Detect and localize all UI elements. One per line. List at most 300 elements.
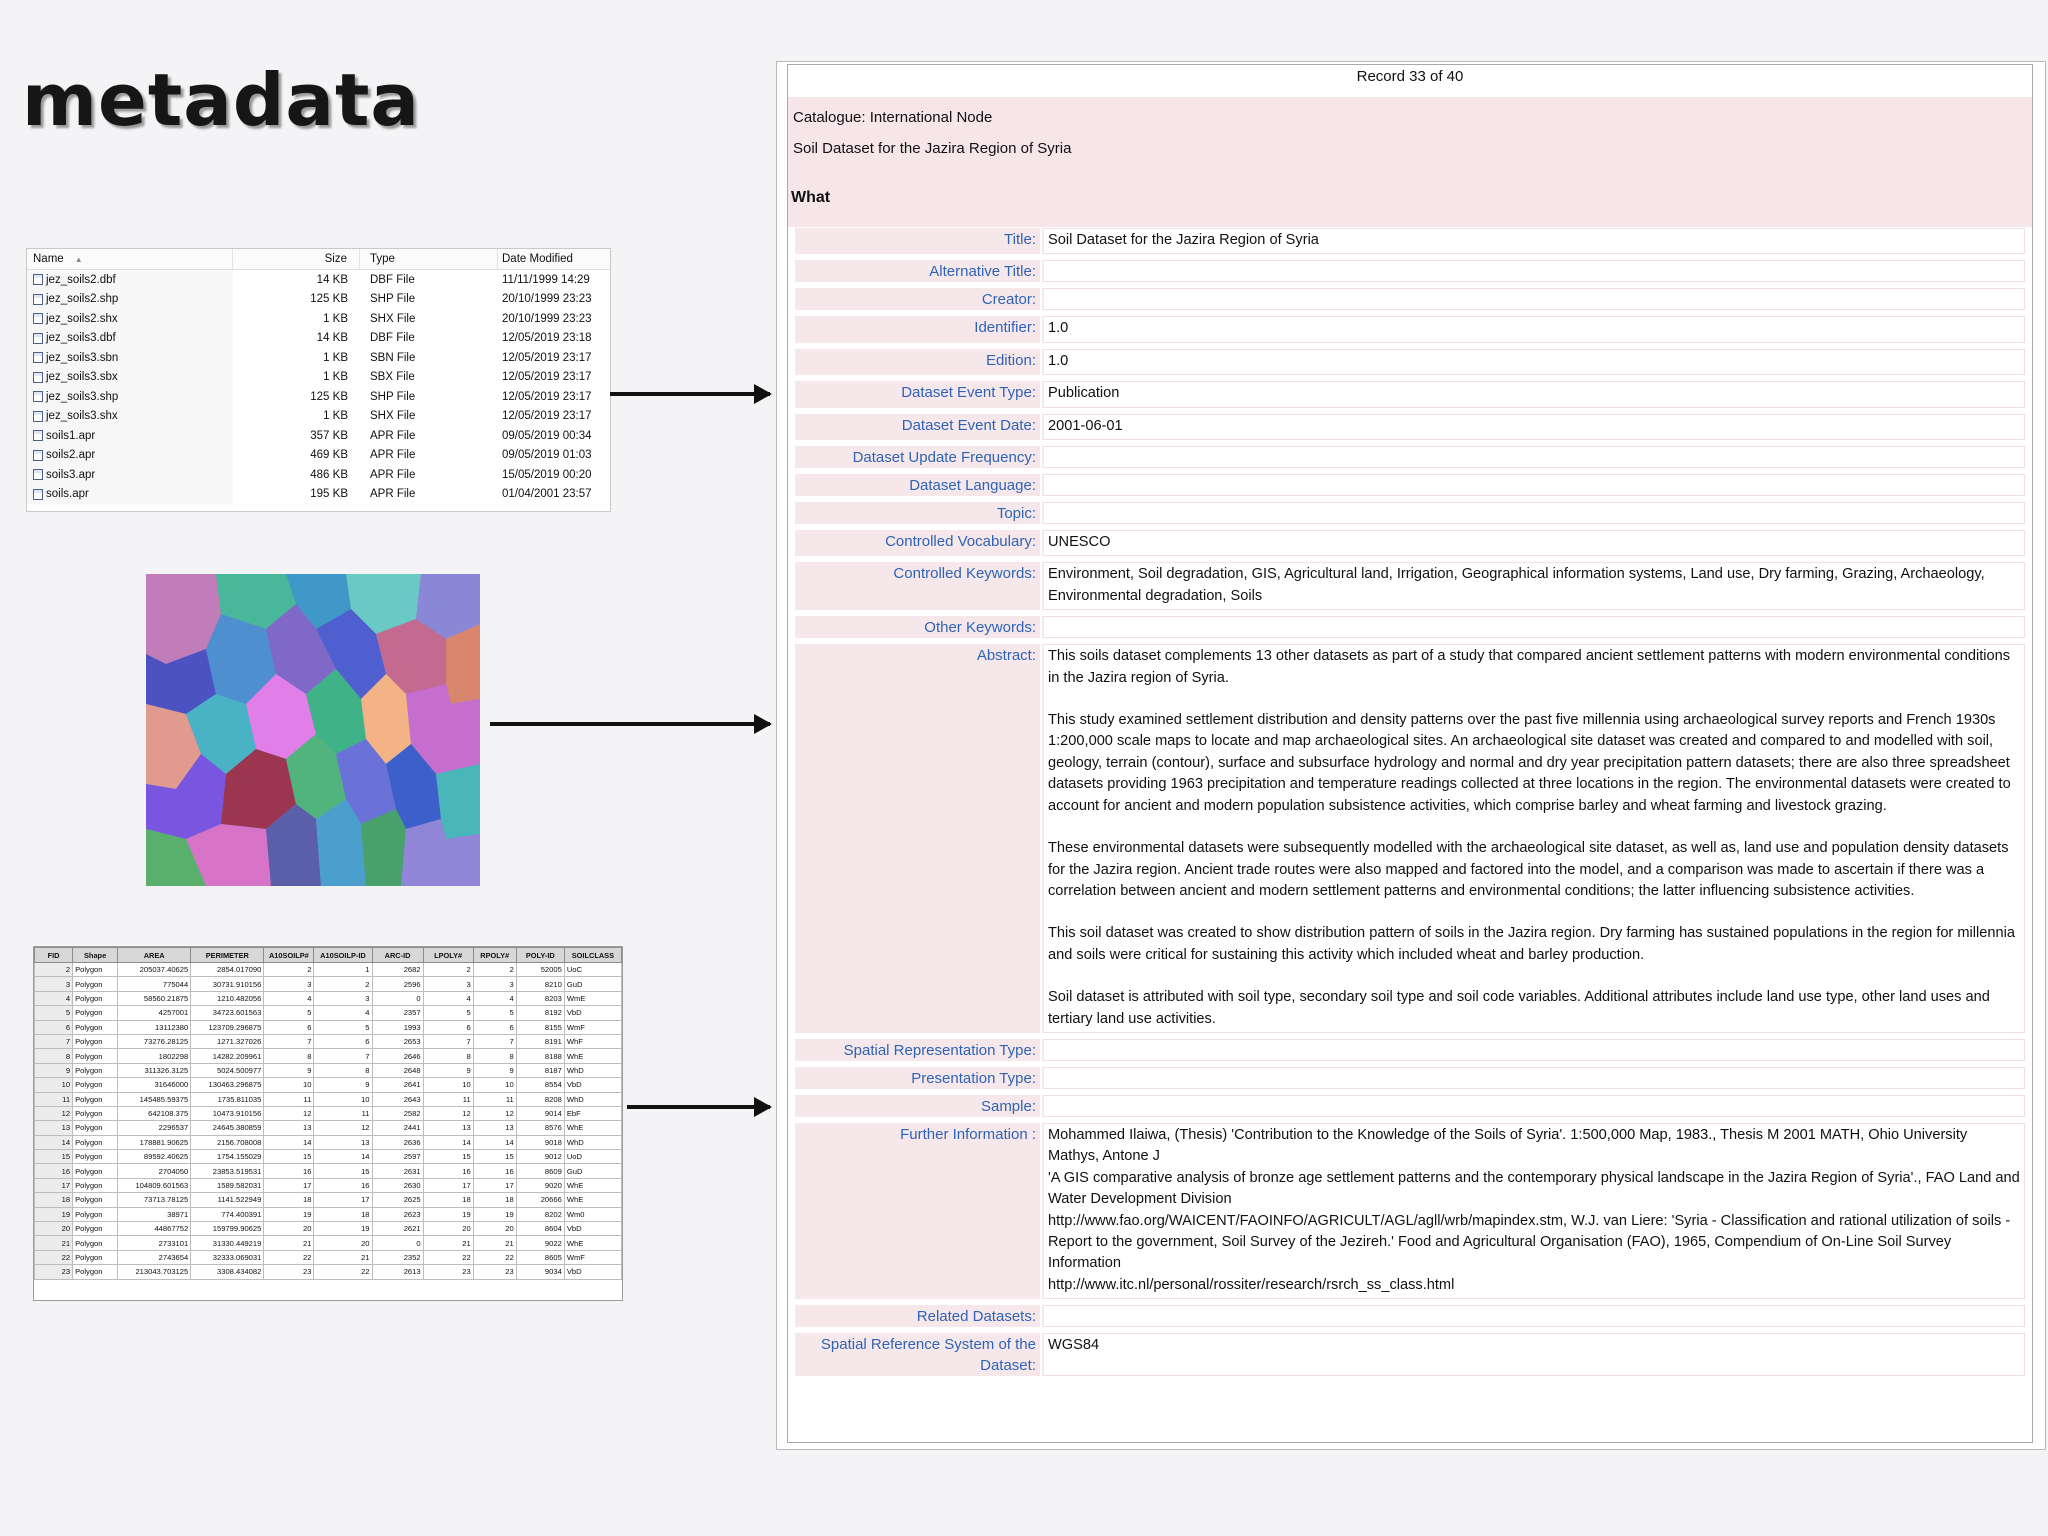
attribute-cell: 12 xyxy=(473,1106,516,1120)
slide-title: metadata xyxy=(22,58,420,142)
attribute-cell: 8 xyxy=(423,1049,473,1063)
field-dataset-event-type: Dataset Event Type: Publication xyxy=(795,381,2025,407)
attribute-cell: 23853.519531 xyxy=(191,1164,264,1178)
attribute-cell: 2733101 xyxy=(118,1236,191,1250)
section-heading-what: What xyxy=(791,189,831,206)
attribute-cell: Polygon xyxy=(73,991,118,1005)
attribute-cell: Polygon xyxy=(73,1121,118,1135)
file-type-cell: SBN File xyxy=(370,351,416,364)
attribute-cell: 52005 xyxy=(516,963,564,977)
attribute-cell: 7 xyxy=(314,1049,372,1063)
field-update-frequency: Dataset Update Frequency: xyxy=(795,446,2025,468)
attribute-cell: Polygon xyxy=(73,1150,118,1164)
attribute-column-header[interactable]: A10SOILP-ID xyxy=(314,948,372,963)
attribute-cell: Polygon xyxy=(73,1092,118,1106)
attribute-cell: 8 xyxy=(35,1049,73,1063)
file-icon xyxy=(33,430,43,441)
attribute-row[interactable] xyxy=(35,1236,622,1250)
attribute-column-header[interactable]: PERIMETER xyxy=(191,948,264,963)
attribute-cell: 2630 xyxy=(372,1178,423,1192)
attribute-cell: 2 xyxy=(423,963,473,977)
file-row[interactable] xyxy=(27,368,610,388)
attribute-column-header[interactable]: Shape xyxy=(73,948,118,963)
attribute-cell: 1754.155029 xyxy=(191,1150,264,1164)
attribute-cell: 2641 xyxy=(372,1078,423,1092)
attribute-cell: 14 xyxy=(35,1135,73,1149)
attribute-column-header[interactable]: SOILCLASS xyxy=(564,948,621,963)
attribute-cell: 11 xyxy=(264,1092,314,1106)
field-controlled-vocabulary: Controlled Vocabulary: UNESCO xyxy=(795,530,2025,556)
column-header-size[interactable]: Size xyxy=(233,249,360,269)
attribute-cell: 73713.78125 xyxy=(118,1193,191,1207)
attribute-cell: 15 xyxy=(314,1164,372,1178)
file-date-cell: 09/05/2019 00:34 xyxy=(502,429,592,442)
attribute-row[interactable] xyxy=(35,991,622,1005)
file-date-cell: 11/11/1999 14:29 xyxy=(502,273,590,286)
attribute-cell: 21 xyxy=(314,1250,372,1264)
catalogue-block xyxy=(788,97,2032,227)
file-icon xyxy=(33,352,43,363)
attribute-cell: Polygon xyxy=(73,963,118,977)
attribute-cell: 38971 xyxy=(118,1207,191,1221)
attribute-column-header[interactable]: A10SOILP# xyxy=(264,948,314,963)
attribute-cell: 10 xyxy=(35,1078,73,1092)
attribute-row[interactable] xyxy=(35,963,622,977)
file-row[interactable] xyxy=(27,465,610,485)
attribute-cell: WhD xyxy=(564,1135,621,1149)
attribute-row[interactable] xyxy=(35,1193,622,1207)
attribute-cell: 2682 xyxy=(372,963,423,977)
attribute-cell: 4 xyxy=(314,1006,372,1020)
attribute-cell: 17 xyxy=(473,1178,516,1192)
attribute-cell: Polygon xyxy=(73,1063,118,1077)
attribute-cell: 1 xyxy=(314,963,372,977)
file-name-cell: jez_soils2.dbf xyxy=(27,270,233,290)
attribute-cell: Polygon xyxy=(73,1106,118,1120)
attribute-cell: 9 xyxy=(314,1078,372,1092)
attribute-cell: 7 xyxy=(35,1034,73,1048)
file-row[interactable] xyxy=(27,407,610,427)
attribute-cell: 6 xyxy=(264,1020,314,1034)
attribute-column-header[interactable]: LPOLY# xyxy=(423,948,473,963)
attribute-cell: 20 xyxy=(423,1222,473,1236)
attribute-cell: 8210 xyxy=(516,977,564,991)
field-title: Title: Soil Dataset for the Jazira Region of Syria xyxy=(795,228,2025,254)
attribute-cell: Polygon xyxy=(73,1250,118,1264)
attribute-cell: 1993 xyxy=(372,1020,423,1034)
sort-ascending-icon: ▲ xyxy=(74,254,83,264)
attribute-cell: 5024.500977 xyxy=(191,1063,264,1077)
attribute-cell: 16 xyxy=(314,1178,372,1192)
file-name-cell: jez_soils3.sbn xyxy=(27,348,233,368)
file-size-cell: 14 KB xyxy=(316,332,348,345)
attribute-cell: 9022 xyxy=(516,1236,564,1250)
field-related-datasets: Related Datasets: xyxy=(795,1305,2025,1327)
attribute-cell: 11 xyxy=(473,1092,516,1106)
attribute-cell: 14282.209961 xyxy=(191,1049,264,1063)
attribute-cell: 3 xyxy=(314,991,372,1005)
file-row[interactable] xyxy=(27,387,610,407)
file-date-cell: 01/04/2001 23:57 xyxy=(502,488,592,501)
file-date-cell: 12/05/2019 23:17 xyxy=(502,371,592,384)
file-size-cell: 1 KB xyxy=(323,410,348,423)
attribute-cell: 4 xyxy=(423,991,473,1005)
file-name-cell: jez_soils2.shx xyxy=(27,309,233,329)
file-size-cell: 1 KB xyxy=(323,371,348,384)
attribute-cell: GuD xyxy=(564,1164,621,1178)
attribute-cell: 19 xyxy=(473,1207,516,1221)
attribute-cell: 3 xyxy=(423,977,473,991)
attribute-cell: WhD xyxy=(564,1092,621,1106)
attribute-cell: 1589.582031 xyxy=(191,1178,264,1192)
attribute-cell: WmF xyxy=(564,1250,621,1264)
attribute-cell: Polygon xyxy=(73,977,118,991)
file-icon xyxy=(33,469,43,480)
arrow-map-to-record xyxy=(490,722,770,726)
attribute-cell: Wm0 xyxy=(564,1207,621,1221)
attribute-cell: 32333.069031 xyxy=(191,1250,264,1264)
file-name-cell: jez_soils3.sbx xyxy=(27,368,233,388)
attribute-cell: Polygon xyxy=(73,1020,118,1034)
attribute-cell: 6 xyxy=(423,1020,473,1034)
file-size-cell: 125 KB xyxy=(310,390,348,403)
attribute-cell: 20 xyxy=(35,1222,73,1236)
field-controlled-keywords: Controlled Keywords: Environment, Soil degradation, GIS, Agricultural land, Irrigation, Geographical information systems, Land use, Dry farming, Grazing, Archaeology, Environmental degradation, Soils xyxy=(795,562,2025,610)
attribute-cell: 642108.375 xyxy=(118,1106,191,1120)
attribute-cell: 20 xyxy=(314,1236,372,1250)
attribute-cell: 14 xyxy=(423,1135,473,1149)
attribute-cell: 2582 xyxy=(372,1106,423,1120)
attribute-cell: 15 xyxy=(473,1150,516,1164)
file-row[interactable] xyxy=(27,329,610,349)
attribute-cell: 4 xyxy=(473,991,516,1005)
attribute-cell: 9014 xyxy=(516,1106,564,1120)
attribute-row[interactable] xyxy=(35,1178,622,1192)
attribute-cell: 2156.708008 xyxy=(191,1135,264,1149)
file-date-cell: 12/05/2019 23:18 xyxy=(502,332,592,345)
attribute-row[interactable] xyxy=(35,1006,622,1020)
file-date-cell: 20/10/1999 23:23 xyxy=(502,293,592,306)
attribute-cell: 8576 xyxy=(516,1121,564,1135)
file-icon xyxy=(33,489,43,500)
attribute-cell: 2596 xyxy=(372,977,423,991)
attribute-cell: 2597 xyxy=(372,1150,423,1164)
attribute-row[interactable] xyxy=(35,1135,622,1149)
attribute-cell: 13 xyxy=(264,1121,314,1135)
attribute-cell: 8609 xyxy=(516,1164,564,1178)
attribute-cell: 12 xyxy=(423,1106,473,1120)
file-icon xyxy=(33,313,43,324)
attribute-cell: 11 xyxy=(314,1106,372,1120)
attribute-cell: 8155 xyxy=(516,1020,564,1034)
attribute-cell: 24645.380859 xyxy=(191,1121,264,1135)
attribute-cell: 16 xyxy=(264,1164,314,1178)
file-name-cell: jez_soils3.shx xyxy=(27,407,233,427)
attribute-row[interactable] xyxy=(35,1078,622,1092)
attribute-cell: 12 xyxy=(314,1121,372,1135)
attribute-cell: 1735.811035 xyxy=(191,1092,264,1106)
attribute-cell: WhE xyxy=(564,1049,621,1063)
field-spatial-reference-system: Spatial Reference System of the Dataset: WGS84 xyxy=(795,1333,2025,1376)
attribute-cell: 30731.910156 xyxy=(191,977,264,991)
file-row[interactable] xyxy=(27,309,610,329)
attribute-cell: 8605 xyxy=(516,1250,564,1264)
attribute-cell: Polygon xyxy=(73,1222,118,1236)
attribute-cell: 1141.522949 xyxy=(191,1193,264,1207)
field-further-information: Further Information : Mohammed Ilaiwa, (Thesis) 'Contribution to the Knowledge of the Soils of Syria'. 1:500,000 Map, 1983., Thesis M 2001 MATH, Ohio University Mathys, Antone J 'A GIS comparative analysis of bronze age settlement patterns and the contemporary physical landscape in the Jazira Region of Syria'., FAO Land and Water Development Division http://www.fao.org/WAICENT/FAOINFO/AGRICULT/AGL/agll/wrb/mapindex.stm, W.J. van Liere: 'Syria - Classification and rational utilization of soils - Report to the government, Soil Survey of the Jezireh.' Food and Agricultural Organisation (FAO), 1965, Compendium of On-Line Soil Survey Information http://www.itc.nl/personal/rossiter/research/rsrch_ss_class.html xyxy=(795,1123,2025,1299)
attribute-cell: 8203 xyxy=(516,991,564,1005)
attribute-row[interactable] xyxy=(35,1034,622,1048)
attribute-table-header xyxy=(35,948,622,963)
attribute-cell: 1271.327026 xyxy=(191,1034,264,1048)
attribute-row[interactable] xyxy=(35,1164,622,1178)
field-identifier: Identifier: 1.0 xyxy=(795,316,2025,342)
file-date-cell: 12/05/2019 23:17 xyxy=(502,390,592,403)
field-other-keywords: Other Keywords: xyxy=(795,616,2025,638)
file-row[interactable] xyxy=(27,348,610,368)
attribute-cell: 2613 xyxy=(372,1265,423,1279)
attribute-cell: 5 xyxy=(473,1006,516,1020)
attribute-cell: WhE xyxy=(564,1121,621,1135)
attribute-row[interactable] xyxy=(35,1106,622,1120)
soil-map-thumbnail xyxy=(146,574,480,886)
attribute-cell: 6 xyxy=(314,1034,372,1048)
attribute-cell: WhF xyxy=(564,1034,621,1048)
attribute-cell: 17 xyxy=(314,1193,372,1207)
attribute-row[interactable] xyxy=(35,977,622,991)
attribute-row[interactable] xyxy=(35,1250,622,1264)
attribute-cell: 8 xyxy=(314,1063,372,1077)
field-sample: Sample: xyxy=(795,1095,2025,1117)
attribute-cell: UoC xyxy=(564,963,621,977)
attribute-cell: 22 xyxy=(473,1250,516,1264)
attribute-cell: 2 xyxy=(264,963,314,977)
file-row[interactable] xyxy=(27,426,610,446)
attribute-cell: 2653 xyxy=(372,1034,423,1048)
file-name-cell: soils2.apr xyxy=(27,446,233,466)
attribute-cell: 18 xyxy=(35,1193,73,1207)
attribute-cell: 0 xyxy=(372,991,423,1005)
attribute-cell: 9 xyxy=(264,1063,314,1077)
attribute-cell: Polygon xyxy=(73,1135,118,1149)
attribute-cell: Polygon xyxy=(73,1164,118,1178)
metadata-record-panel xyxy=(776,61,2046,1450)
further-info-link[interactable]: http://www.itc.nl/personal/rossiter/research/rsrch_ss_class.html xyxy=(1048,1276,1455,1293)
attribute-cell: 9018 xyxy=(516,1135,564,1149)
file-icon xyxy=(33,294,43,305)
attribute-cell: 22 xyxy=(423,1250,473,1264)
attribute-cell: WhE xyxy=(564,1236,621,1250)
attribute-cell: 9020 xyxy=(516,1178,564,1192)
file-name-cell: soils1.apr xyxy=(27,426,233,446)
attribute-cell: 21 xyxy=(35,1236,73,1250)
file-type-cell: SHP File xyxy=(370,293,416,306)
field-dataset-language: Dataset Language: xyxy=(795,474,2025,496)
attribute-cell: 10 xyxy=(264,1078,314,1092)
attribute-row[interactable] xyxy=(35,1092,622,1106)
attribute-cell: 311326.3125 xyxy=(118,1063,191,1077)
attribute-cell: 3 xyxy=(35,977,73,991)
attribute-cell: 58560.21875 xyxy=(118,991,191,1005)
attribute-cell: 6 xyxy=(473,1020,516,1034)
file-row[interactable] xyxy=(27,270,610,290)
attribute-cell: 11 xyxy=(423,1092,473,1106)
file-date-cell: 15/05/2019 00:20 xyxy=(502,468,592,481)
attribute-cell: 2 xyxy=(314,977,372,991)
attribute-cell: 159799.90625 xyxy=(191,1222,264,1236)
attribute-row[interactable] xyxy=(35,1150,622,1164)
arrow-table-to-record xyxy=(627,1105,770,1109)
file-size-cell: 357 KB xyxy=(310,429,348,442)
attribute-cell: Polygon xyxy=(73,1049,118,1063)
attribute-cell: 73276.28125 xyxy=(118,1034,191,1048)
attribute-cell: 8202 xyxy=(516,1207,564,1221)
attribute-cell: 44867752 xyxy=(118,1222,191,1236)
attribute-cell: 774.400391 xyxy=(191,1207,264,1221)
attribute-row[interactable] xyxy=(35,1049,622,1063)
attribute-cell: Polygon xyxy=(73,1178,118,1192)
file-name-cell: jez_soils3.shp xyxy=(27,387,233,407)
attribute-cell: 20 xyxy=(473,1222,516,1236)
file-type-cell: APR File xyxy=(370,449,416,462)
soil-map-graphic xyxy=(146,574,480,886)
attribute-column-header[interactable]: AREA xyxy=(118,948,191,963)
attribute-cell: Polygon xyxy=(73,1207,118,1221)
file-size-cell: 195 KB xyxy=(310,488,348,501)
attribute-cell: 2441 xyxy=(372,1121,423,1135)
field-abstract: Abstract: This soils dataset complements 13 other datasets as part of a study that compared ancient settlement patterns with modern environmental conditions in the Jazira region of Syria. This study examined settlement distribution and density patterns over the past five millennia using archaeological survey reports and French 1930s 1:200,000 scale maps to locate and map archaeological sites. An archaeological site dataset was created and compared to and modelled with soil, geology, terrain (contour), surface and subsurface hydrology and normal and dry year precipitation pattern datasets; there are also three spreadsheet datasets providing 1963 precipitation and temperature readings collected at three locations in the region. The environmental datasets were created to account for ancient and modern population subsistence activities, which comprise barley and wheat farming and livestock grazing. These environmental datasets were subsequently modelled with the archaeological site dataset, as well as, land use and population density datasets for the Jazira region. Ancient trade routes were also mapped and factored into the model, and a comparison was made to ascertain if there was a correlation between ancient and modern settlement patterns and environmental conditions; the latter influencing subsistence activities. This soil dataset was created to show distribution pattern of soils in the Jazira region. Dry farming has sustained populations in the region for millennia and soils were critical for sustaining this activity which included wheat and barley production. Soil dataset is attributed with soil type, secondary soil type and soil code variables. Additional attributes include land use type, other land uses and tertiary land use activities. xyxy=(795,644,2025,1033)
attribute-table xyxy=(33,946,623,1301)
arrow-files-to-record xyxy=(610,392,770,396)
file-size-cell: 14 KB xyxy=(316,273,348,286)
attribute-cell: VbD xyxy=(564,1006,621,1020)
attribute-cell: 2704050 xyxy=(118,1164,191,1178)
attribute-cell: 10 xyxy=(473,1078,516,1092)
attribute-row[interactable] xyxy=(35,1063,622,1077)
attribute-cell: 9 xyxy=(35,1063,73,1077)
file-name-cell: soils.apr xyxy=(27,485,233,505)
attribute-row[interactable] xyxy=(35,1265,622,1279)
attribute-column-header[interactable]: RPOLY# xyxy=(473,948,516,963)
attribute-row[interactable] xyxy=(35,1207,622,1221)
field-presentation-type: Presentation Type: xyxy=(795,1067,2025,1089)
attribute-cell: 8208 xyxy=(516,1092,564,1106)
attribute-cell: 205037.40625 xyxy=(118,963,191,977)
attribute-cell: 19 xyxy=(314,1222,372,1236)
attribute-cell: Polygon xyxy=(73,1078,118,1092)
attribute-cell: WmE xyxy=(564,991,621,1005)
attribute-row[interactable] xyxy=(35,1020,622,1034)
attribute-cell: 13112380 xyxy=(118,1020,191,1034)
field-alternative-title: Alternative Title: xyxy=(795,260,2025,282)
metadata-fields xyxy=(795,228,2025,1382)
attribute-cell: 17 xyxy=(423,1178,473,1192)
attribute-cell: Polygon xyxy=(73,1265,118,1279)
attribute-cell: 8 xyxy=(264,1049,314,1063)
record-counter: Record 33 of 40 xyxy=(1356,68,1464,85)
dataset-name: Soil Dataset for the Jazira Region of Syria xyxy=(793,140,1072,157)
attribute-cell: 2296537 xyxy=(118,1121,191,1135)
attribute-cell: 2 xyxy=(473,963,516,977)
attribute-column-header[interactable]: POLY-ID xyxy=(516,948,564,963)
attribute-cell: 21 xyxy=(473,1236,516,1250)
attribute-cell: 2643 xyxy=(372,1092,423,1106)
attribute-cell: 213043.703125 xyxy=(118,1265,191,1279)
attribute-cell: 18 xyxy=(473,1193,516,1207)
attribute-cell: 19 xyxy=(264,1207,314,1221)
file-row[interactable] xyxy=(27,446,610,466)
attribute-cell: 23 xyxy=(473,1265,516,1279)
attribute-cell: 10473.910156 xyxy=(191,1106,264,1120)
file-icon xyxy=(33,450,43,461)
attribute-cell: VbD xyxy=(564,1222,621,1236)
attribute-cell: 22 xyxy=(314,1265,372,1279)
file-size-cell: 1 KB xyxy=(323,312,348,325)
file-icon xyxy=(33,411,43,422)
file-row[interactable] xyxy=(27,290,610,310)
file-date-cell: 20/10/1999 23:23 xyxy=(502,312,592,325)
attribute-cell: 178881.90625 xyxy=(118,1135,191,1149)
attribute-cell: 8188 xyxy=(516,1049,564,1063)
field-edition: Edition: 1.0 xyxy=(795,349,2025,375)
attribute-row[interactable] xyxy=(35,1222,622,1236)
file-type-cell: APR File xyxy=(370,429,416,442)
file-type-cell: DBF File xyxy=(370,332,415,345)
attribute-cell: 2646 xyxy=(372,1049,423,1063)
attribute-cell: GuD xyxy=(564,977,621,991)
attribute-cell: 8554 xyxy=(516,1078,564,1092)
attribute-cell: 21 xyxy=(423,1236,473,1250)
attribute-column-header[interactable]: ARC-ID xyxy=(372,948,423,963)
attribute-cell: WhE xyxy=(564,1193,621,1207)
attribute-cell: WmF xyxy=(564,1020,621,1034)
attribute-cell: 7 xyxy=(264,1034,314,1048)
column-header-date-modified[interactable]: Date Modified xyxy=(502,253,573,265)
attribute-table-body xyxy=(35,963,622,1280)
file-size-cell: 469 KB xyxy=(310,449,348,462)
attribute-cell: 4 xyxy=(35,991,73,1005)
attribute-cell: 2743654 xyxy=(118,1250,191,1264)
file-type-cell: SBX File xyxy=(370,371,415,384)
attribute-cell: 2623 xyxy=(372,1207,423,1221)
attribute-cell: 5 xyxy=(264,1006,314,1020)
attribute-cell: 13 xyxy=(35,1121,73,1135)
file-list-window xyxy=(26,248,611,512)
field-spatial-representation-type: Spatial Representation Type: xyxy=(795,1039,2025,1061)
attribute-cell: Polygon xyxy=(73,1034,118,1048)
attribute-cell: WhD xyxy=(564,1063,621,1077)
attribute-cell: 6 xyxy=(35,1020,73,1034)
attribute-cell: 2625 xyxy=(372,1193,423,1207)
column-header-type[interactable]: Type xyxy=(360,249,498,269)
attribute-cell: 1802298 xyxy=(118,1049,191,1063)
attribute-row[interactable] xyxy=(35,1121,622,1135)
attribute-cell: 13 xyxy=(314,1135,372,1149)
attribute-cell: 2352 xyxy=(372,1250,423,1264)
file-row[interactable] xyxy=(27,485,610,505)
file-rows xyxy=(27,270,610,504)
attribute-cell: 7 xyxy=(473,1034,516,1048)
attribute-cell: 18 xyxy=(264,1193,314,1207)
column-header-name[interactable]: Name ▲ xyxy=(27,249,233,269)
attribute-cell: 5 xyxy=(314,1020,372,1034)
file-size-cell: 486 KB xyxy=(310,468,348,481)
attribute-cell: 4257001 xyxy=(118,1006,191,1020)
attribute-cell: Polygon xyxy=(73,1193,118,1207)
attribute-column-header[interactable]: FID xyxy=(35,948,73,963)
attribute-cell: WhE xyxy=(564,1178,621,1192)
attribute-cell: 15 xyxy=(264,1150,314,1164)
